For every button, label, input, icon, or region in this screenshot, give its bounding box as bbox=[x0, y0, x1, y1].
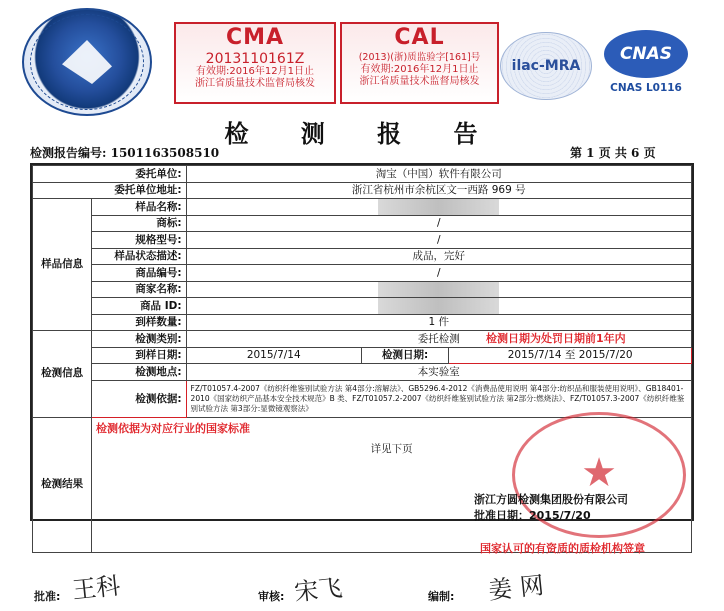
page-title: 检 测 报 告 bbox=[224, 119, 500, 148]
merchant-label: 商家名称: bbox=[92, 281, 186, 298]
item-id-label: 商品 ID: bbox=[92, 298, 186, 315]
stamp-star-icon: ★ bbox=[581, 450, 617, 496]
basis-label: 检测依据: bbox=[92, 380, 186, 417]
model-value: / bbox=[186, 232, 691, 249]
editor-signature: 姜 网 bbox=[486, 571, 546, 605]
reviewer-label: 审核: bbox=[258, 590, 285, 603]
cnas-logo bbox=[600, 30, 692, 100]
cma-code: 2013110161Z bbox=[205, 51, 305, 67]
item-id-redacted bbox=[186, 298, 691, 315]
location-value: 本实验室 bbox=[186, 364, 691, 381]
table-row bbox=[33, 182, 692, 199]
issuing-company: 浙江方圆检测集团股份有限公司 bbox=[474, 493, 628, 506]
model-label: 规格型号: bbox=[92, 232, 186, 249]
address-label: 委托单位地址: bbox=[33, 182, 187, 199]
client-value: 淘宝（中国）软件有限公司 bbox=[186, 166, 691, 183]
state-label: 样品状态描述: bbox=[92, 248, 186, 265]
qty-value: 1 件 bbox=[186, 314, 691, 331]
table-row bbox=[33, 347, 692, 364]
cnas-number: CNAS L0116 bbox=[610, 82, 682, 94]
client-label: 委托单位: bbox=[33, 166, 187, 183]
result-section-label: 检测结果 bbox=[33, 417, 92, 552]
merchant-redacted bbox=[186, 281, 691, 298]
brand-value: / bbox=[186, 215, 691, 232]
qty-label: 到样数量: bbox=[92, 314, 186, 331]
reviewer-signature: 宋飞 bbox=[292, 573, 344, 607]
date-annotation: 检测日期为处罚日期前1年内 bbox=[486, 332, 626, 345]
table-row bbox=[33, 248, 692, 265]
cnas-mark: CNAS bbox=[604, 30, 688, 78]
item-no-label: 商品编号: bbox=[92, 265, 186, 282]
sample-name-redacted bbox=[186, 199, 691, 216]
approval-date: 批准日期：2015/7/20 bbox=[474, 509, 591, 522]
report-number: 检测报告编号: 1501163508510 bbox=[30, 146, 220, 160]
table-row bbox=[33, 199, 692, 216]
cma-issuer: 浙江省质量技术监督局核发 bbox=[195, 78, 315, 89]
inspection-institute-seal-icon bbox=[22, 8, 152, 116]
table-row bbox=[33, 298, 692, 315]
table-row bbox=[33, 281, 692, 298]
table-row bbox=[33, 364, 692, 381]
cal-certification-box bbox=[340, 22, 499, 104]
arrival-value: 2015/7/14 bbox=[186, 347, 361, 364]
test-section-label: 检测信息 bbox=[33, 331, 92, 418]
test-date-label: 检测日期: bbox=[361, 347, 448, 364]
cma-logo: CMA bbox=[225, 25, 285, 50]
table-row bbox=[33, 232, 692, 249]
basis-annotation: 检测依据为对应行业的国家标准 bbox=[96, 422, 250, 435]
approver-signature: 王科 bbox=[70, 571, 122, 605]
state-value: 成品，完好 bbox=[186, 248, 691, 265]
brand-label: 商标: bbox=[92, 215, 186, 232]
cma-validity: 有效期:2016年12月1日止 bbox=[196, 66, 314, 77]
basis-value: FZ/T01057.4-2007《纺织纤维鉴别试验方法 第4部分:溶解法》、GB5296.4-2012《消费品使用说明 第4部分:纺织品和服装使用说明》、GB18401-2010《国家纺织产品基本安全技术规范》B 类、FZ/T01057.2-2007《纺织纤维鉴别试验方法 第2部分:燃烧法》、FZ/T01057.3-2007《纺织纤维鉴别试验方法 第3部分:显微镜观察法》 bbox=[186, 380, 691, 417]
editor-label: 编制: bbox=[428, 590, 455, 603]
approver-label: 批准: bbox=[34, 590, 61, 603]
address-value: 浙江省杭州市余杭区文一西路 969 号 bbox=[186, 182, 691, 199]
agency-annotation: 国家认可的有资质的质检机构签章 bbox=[480, 542, 645, 555]
item-no-value: / bbox=[186, 265, 691, 282]
table-row bbox=[33, 166, 692, 183]
table-row bbox=[33, 265, 692, 282]
test-date-value: 2015/7/14 至 2015/7/20 bbox=[449, 347, 692, 364]
result-value: 详见下页 bbox=[92, 417, 692, 552]
test-type-label: 检测类别: bbox=[92, 331, 186, 348]
ilac-mra-logo: ilac-MRA bbox=[500, 32, 592, 100]
test-type-value: 委托检测 bbox=[186, 331, 691, 348]
sample-section-label: 样品信息 bbox=[33, 199, 92, 331]
arrival-label: 到样日期: bbox=[92, 347, 186, 364]
cma-certification-box bbox=[174, 22, 336, 104]
location-label: 检测地点: bbox=[92, 364, 186, 381]
table-row bbox=[33, 215, 692, 232]
cal-logo: CAL bbox=[394, 25, 445, 50]
cal-validity: 有效期:2016年12月1日止 bbox=[360, 64, 479, 75]
cal-code: (2013)(浙)质监验字[161]号 bbox=[358, 52, 481, 63]
table-row bbox=[33, 314, 692, 331]
cal-issuer: 浙江省质量技术监督局核发 bbox=[359, 76, 480, 87]
sample-name-label: 样品名称: bbox=[92, 199, 186, 216]
page-number: 第 1 页 共 6 页 bbox=[570, 146, 656, 160]
